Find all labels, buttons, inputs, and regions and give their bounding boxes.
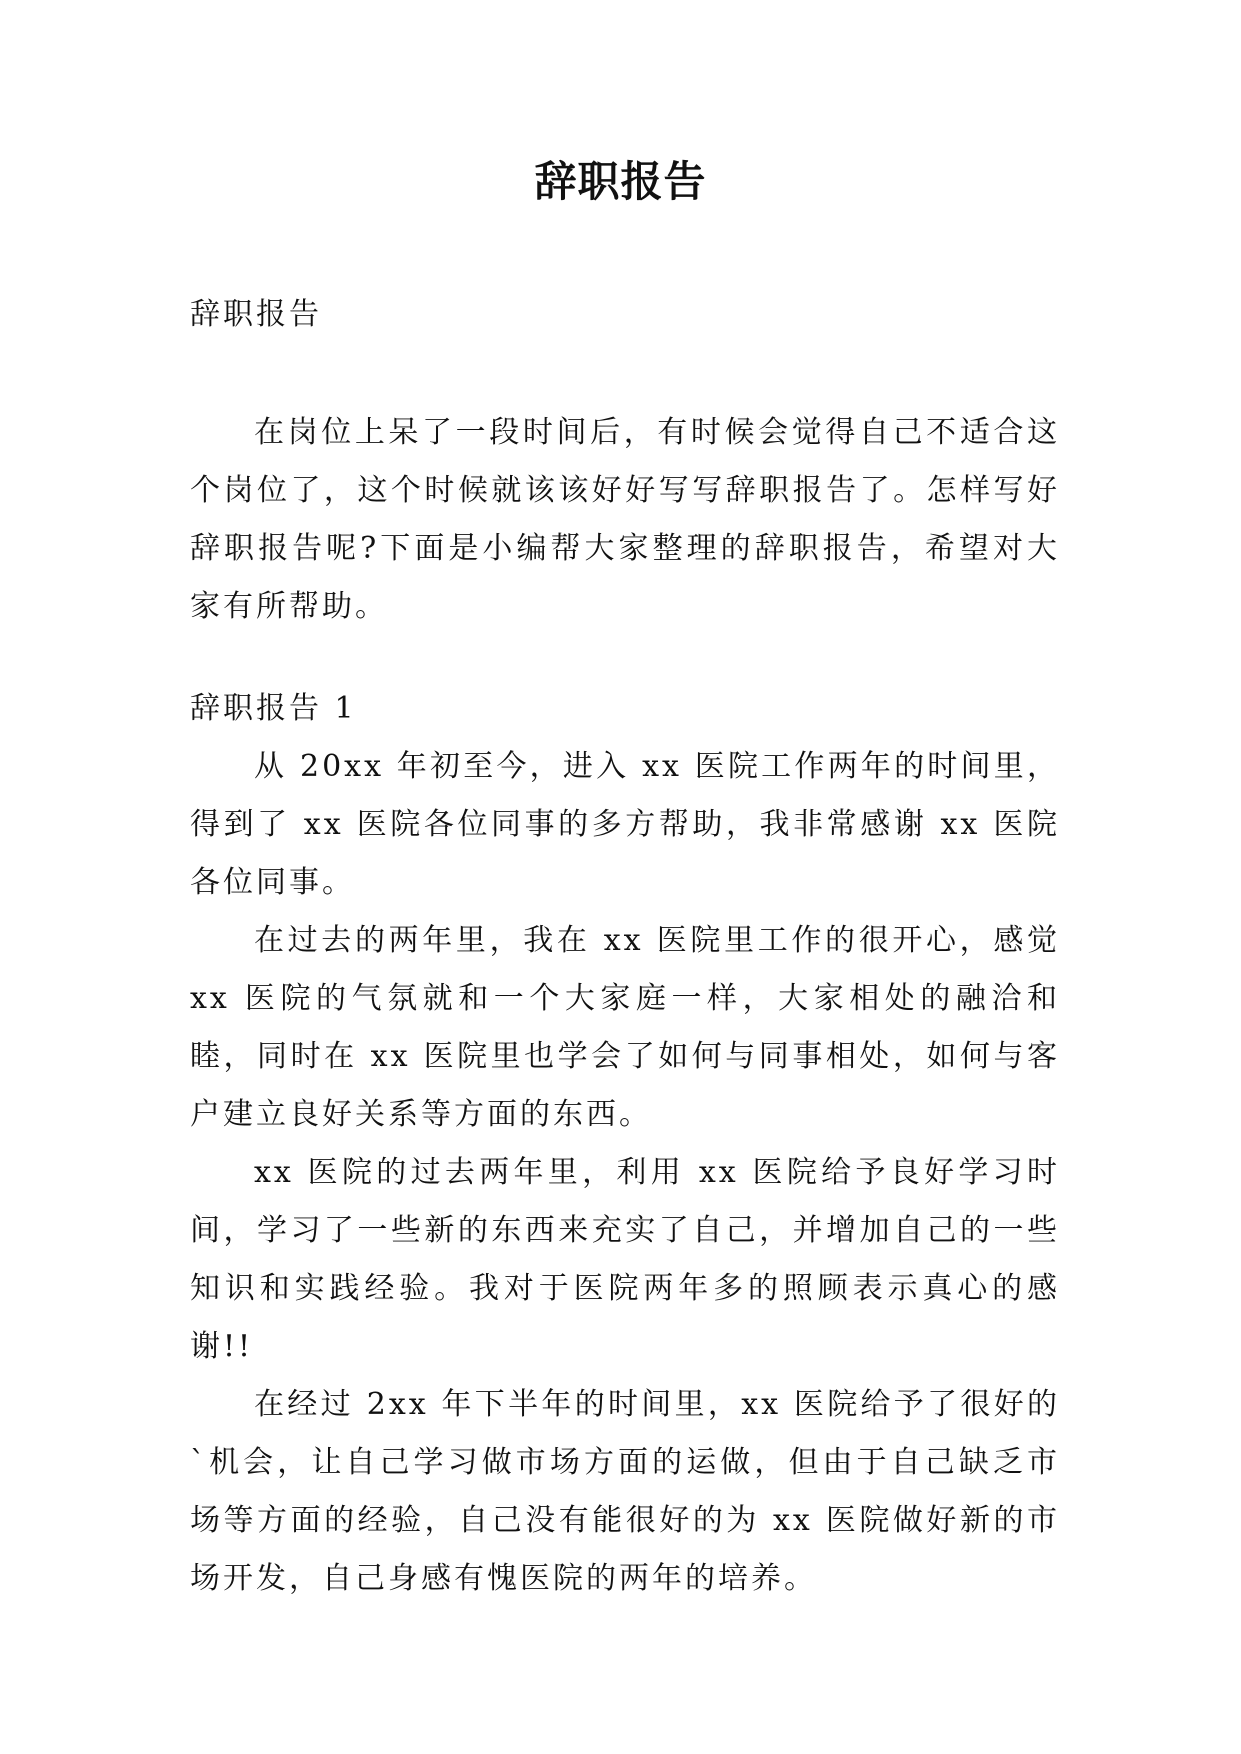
section1-paragraph-3: xx 医院的过去两年里，利用 xx 医院给予良好学习时间，学习了一些新的东西来充实了自己，并增加自己的一些知识和实践经验。我对于医院两年多的照顾表示真心的感谢!! bbox=[190, 1155, 1060, 1364]
spacer bbox=[190, 344, 1060, 404]
intro-paragraph: 在岗位上呆了一段时间后，有时候会觉得自己不适合这个岗位了，这个时候就该该好好写写辞职报告了。怎样写好辞职报告呢?下面是小编帮大家整理的辞职报告，希望对大家有所帮助。 bbox=[190, 415, 1060, 624]
section1-paragraph-2: 在过去的两年里，我在 xx 医院里工作的很开心，感觉 xx 医院的气氛就和一个大家庭一样，大家相处的融洽和睦，同时在 xx 医院里也学会了如何与同事相处，如何与客户建立良好关系等方面的东西。 bbox=[190, 923, 1060, 1132]
section1-paragraph-4: 在经过 2xx 年下半年的时间里，xx 医院给予了很好的`机会，让自己学习做市场方面的运做，但由于自己缺乏市场等方面的经验，自己没有能很好的为 xx 医院做好新的市场开发，自己身感有愧医院的两年的培养。 bbox=[190, 1387, 1060, 1596]
spacer bbox=[190, 636, 1060, 680]
document-subtitle: 辞职报告 bbox=[190, 297, 322, 332]
section-heading-1: 辞职报告 1 bbox=[190, 691, 357, 726]
document-title: 辞职报告 bbox=[534, 157, 707, 206]
document-body bbox=[190, 286, 1060, 1608]
section1-paragraph-1: 从 20xx 年初至今，进入 xx 医院工作两年的时间里，得到了 xx 医院各位同事的多方帮助，我非常感谢 xx 医院各位同事。 bbox=[190, 749, 1060, 900]
